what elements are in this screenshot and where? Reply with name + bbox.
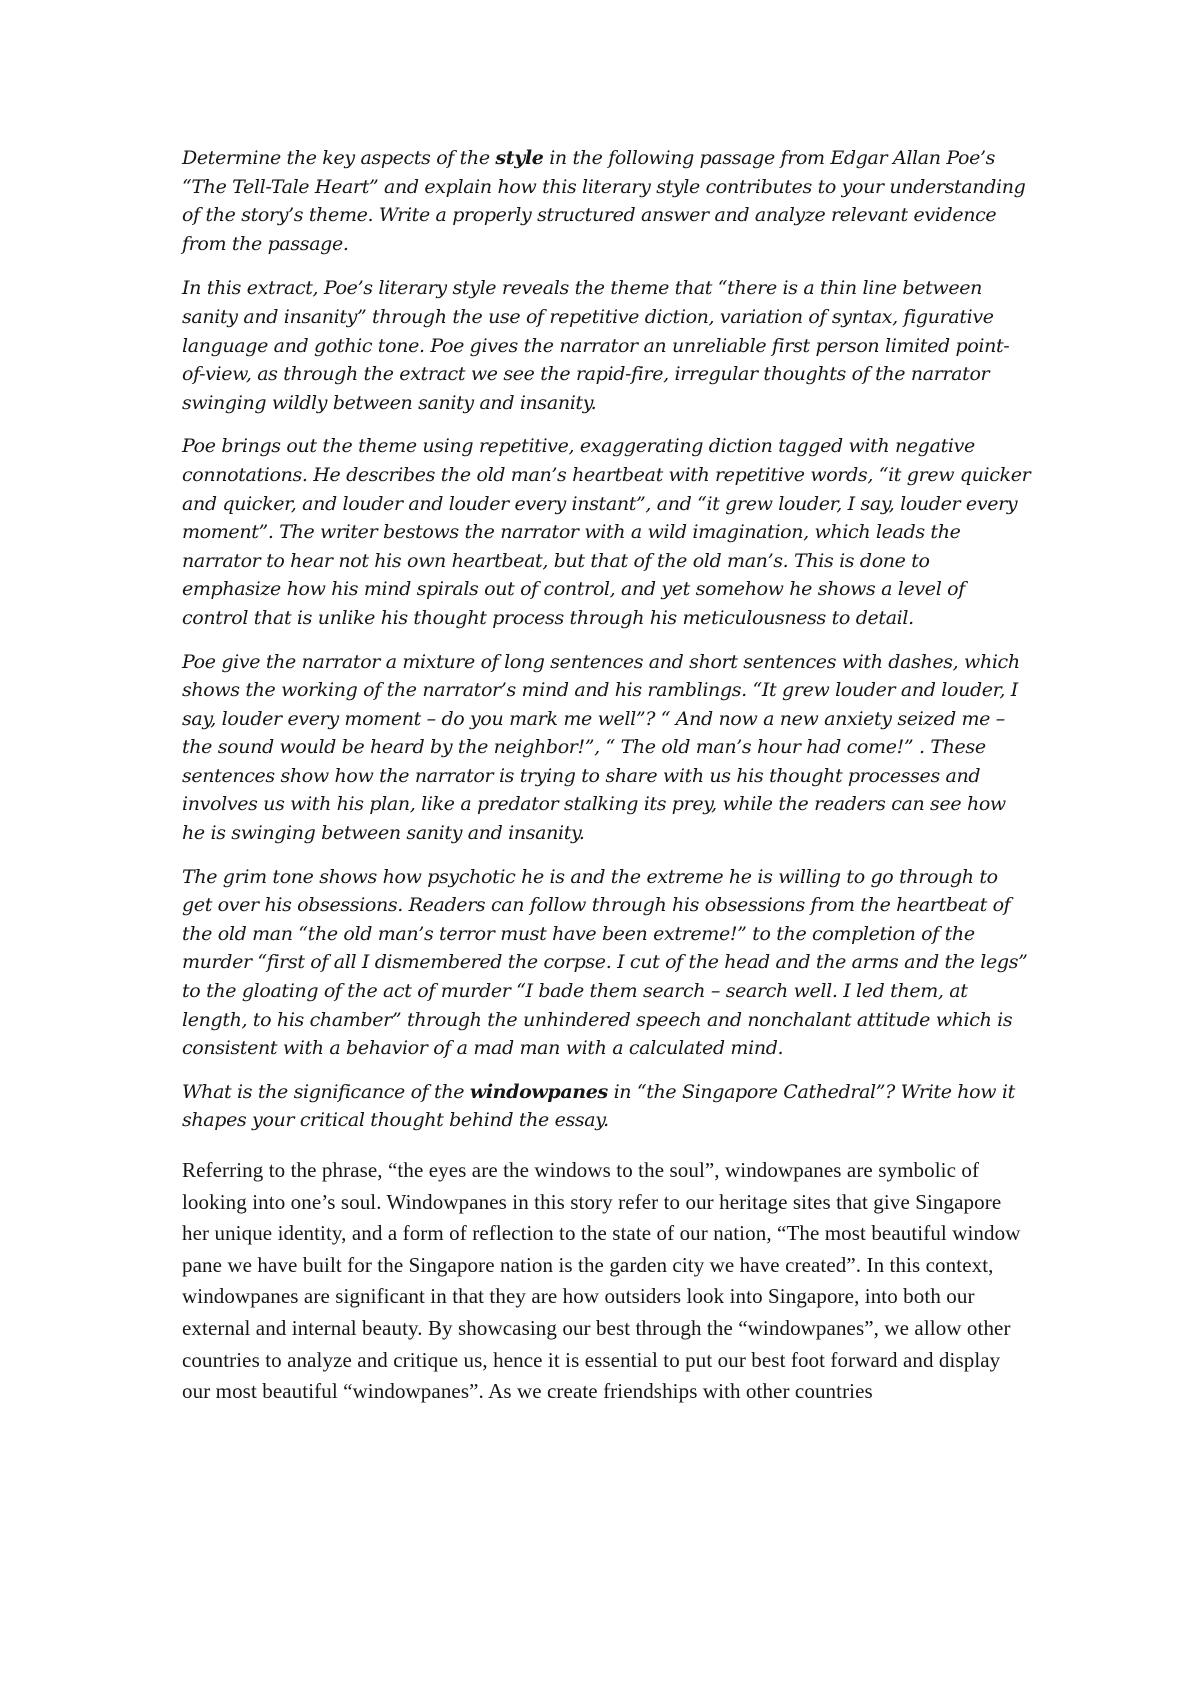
question-style-keyword: style [495, 147, 544, 169]
question-windowpanes-prompt-end: in “the Singapore Cathedral”? Write how it shapes your critical thought behind the essay. [182, 1080, 1015, 1132]
question-windowpanes-prompt-start: What is the significance of the [182, 1080, 470, 1103]
answer-paragraph-diction: Poe brings out the theme using repetitive, exaggerating diction tagged with negative connotations. He describes the old man’s heartbeat with repetitive words, “it grew quicker and quicker, and louder and louder every instant”, and “it grew louder, I say, louder every moment”. The writer bestows the narrator with a wild imagination, which leads the narrator to hear not his own heartbeat, but that of the old man’s. This is done to emphasize how his mind spirals out of control, and yet somehow he shows a level of control that is unlike his thought process through his meticulousness to detail. [182, 435, 1031, 629]
answer-paragraph-syntax: Poe give the narrator a mixture of long sentences and short sentences with dashes, which shows the working of the narrator’s mind and his ramblings. “It grew louder and louder, I say, louder every moment – do you mark me well”? “ And now a new anxiety seized me – the sound would be heard by the neighbor!”, “ The old man’s hour had come!” . These sentences show how the narrator is trying to share with us his thought processes and involves us with his plan, like a predator stalking its prey, while the readers can see how he is swinging between sanity and insanity. [182, 650, 1020, 845]
answer-paragraph-thesis: In this extract, Poe’s literary style reveals the theme that “there is a thin line between sanity and insanity” through the use of repetitive diction, variation of syntax, figurative language and gothic tone. Poe gives the narrator an unreliable first person limited point-of-view, as through the extract we see the rapid-fire, irregular thoughts of the narrator swinging wildly between sanity and insanity. [182, 277, 1010, 414]
question-style-prompt-end: in the following passage from Edgar Allan Poe’s “The Tell-Tale Heart” and explain how this literary style contributes to your understanding of the story’s theme. Write a properly structured answer and analyze relevant evidence from the passage. [182, 147, 1026, 255]
document-body [182, 144, 1032, 1408]
question-windowpanes-prompt [182, 1078, 1032, 1135]
question-windowpanes-keyword: windowpanes [469, 1080, 608, 1103]
answer-paragraph-tone: The grim tone shows how psychotic he is and the extreme he is willing to go through to get over his obsessions. Readers can follow through his obsessions from the heartbeat of the old man “the old man’s terror must have been extreme!” to the completion of the murder “first of all I dismembered the corpse. I cut of the head and the arms and the legs” to the gloating of the act of murder “I bade them search – search well. I led them, at length, to his chamber” through the unhindered speech and nonchalant attitude which is consistent with a behavior of a mad man with a calculated mind. [182, 865, 1028, 1060]
question-style-prompt [182, 144, 1032, 258]
question-style-prompt-start: Determine the key aspects of the [182, 147, 496, 169]
answer-paragraph-windowpanes: Referring to the phrase, “the eyes are the windows to the soul”, windowpanes are symbolic of looking into one’s soul. Windowpanes in this story refer to our heritage sites that give Singapore her unique identity, and a form of reflection to the state of our nation, “The most beautiful window pane we have built for the Singapore nation is the garden city we have created”. In this context, windowpanes are significant in that they are how outsiders look into Singapore, into both our external and internal beauty. By showcasing our best through the “windowpanes”, we allow other countries to analyze and critique us, hence it is essential to put our best foot forward and display our most beautiful “windowpanes”. As we create friendships with other countries [182, 1158, 1021, 1404]
